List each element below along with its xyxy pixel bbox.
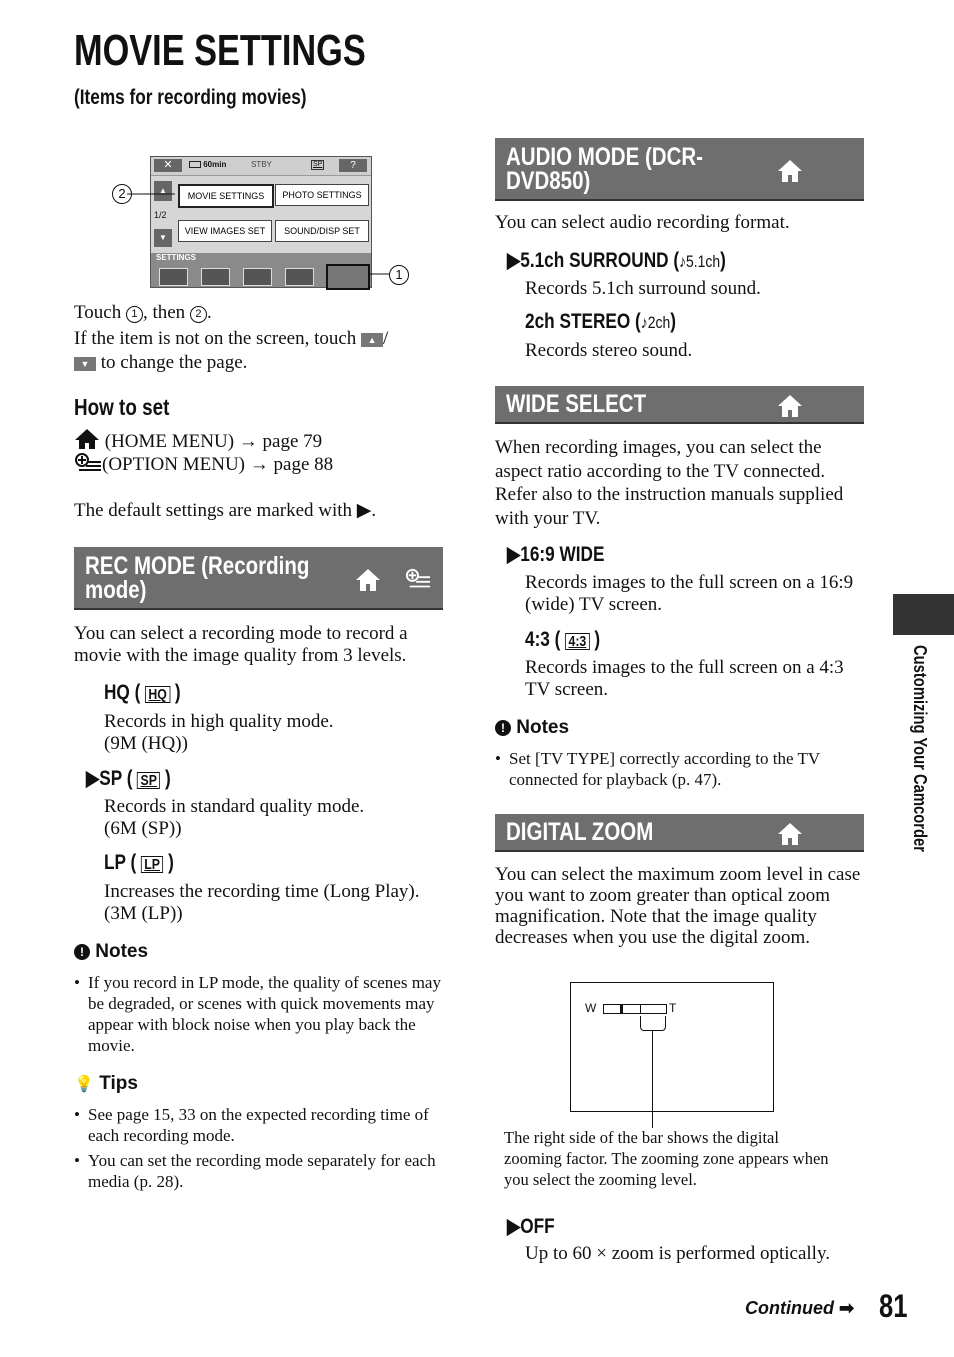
close-icon[interactable]: ✕ bbox=[154, 159, 182, 172]
arrow-icon-2: → bbox=[249, 454, 269, 475]
notes-icon: ! bbox=[495, 720, 511, 736]
rec-mode-intro: You can select a recording mode to record a movie with the image quality from 3 levels. bbox=[74, 623, 408, 666]
wide-desc: Records images to the full screen on a 16:9 (wide) TV screen. bbox=[525, 572, 854, 615]
stereo-icon: ♪2ch bbox=[640, 313, 671, 332]
zoom-bar bbox=[603, 1004, 667, 1014]
page-down-icon: ▼ bbox=[74, 357, 96, 371]
touch-instruction: Touch 1 , then 2 . bbox=[74, 302, 212, 323]
battery-indicator bbox=[189, 160, 226, 169]
battery-icon bbox=[189, 161, 201, 168]
rec-mode-header bbox=[74, 547, 443, 610]
off-desc: Up to 60 × zoom is performed optically. bbox=[525, 1243, 830, 1264]
hq-option-heading: HQ ( HQ ) bbox=[104, 681, 181, 704]
zoom-screen-illustration bbox=[570, 982, 774, 1112]
default-marker-icon: ▶ bbox=[86, 767, 100, 790]
audio-intro: You can select audio recording format. bbox=[495, 212, 790, 233]
home-icon bbox=[777, 158, 803, 184]
zoom-intro: You can select the maximum zoom level in case you want to zoom greater than optical zoom magnification. Note that the image quality decreases when you use the digital zoom. bbox=[495, 864, 861, 948]
list-item: • You can set the recording mode separately for each media (p. 28). bbox=[74, 1150, 444, 1192]
tips-list bbox=[74, 1104, 444, 1192]
zoom-t-label: T bbox=[669, 1001, 677, 1015]
page-up-icon: ▲ bbox=[361, 333, 383, 347]
change-page-instruction: If the item is not on the screen, touch ▲ / ▼ to change the page. bbox=[74, 328, 389, 373]
option-icon bbox=[74, 452, 102, 474]
lp-desc: Increases the recording time (Long Play). (3M (LP)) bbox=[104, 881, 420, 924]
sidebar-label: Customizing Your Camcorder bbox=[910, 645, 930, 852]
how-to-set-heading: How to set bbox=[74, 394, 170, 420]
list-item: • See page 15, 33 on the expected recording time of each recording mode. bbox=[74, 1104, 444, 1146]
lcd-callouts bbox=[105, 180, 415, 290]
page-indicator: 1/2 bbox=[154, 210, 167, 220]
default-note: The default settings are marked with ▶. bbox=[74, 500, 377, 521]
page-up-button[interactable]: ▲ bbox=[154, 181, 172, 201]
surround-desc: Records 5.1ch surround sound. bbox=[525, 278, 761, 299]
surround-option-heading: ▶5.1ch SURROUND (♪5.1ch) bbox=[507, 249, 726, 272]
tips-heading: 💡 Tips bbox=[74, 1073, 138, 1094]
home-icon bbox=[777, 393, 803, 419]
rec-notes-list bbox=[74, 972, 444, 1056]
hq-badge: HQ bbox=[145, 686, 170, 703]
lightbulb-icon: 💡 bbox=[74, 1076, 94, 1093]
stereo-option-heading: 2ch STEREO (♪2ch) bbox=[525, 310, 676, 333]
wide-select-header bbox=[495, 386, 864, 424]
page-subtitle: (Items for recording movies) bbox=[74, 86, 307, 109]
circled-1-icon: 1 bbox=[126, 306, 143, 323]
zoom-bracket bbox=[640, 1016, 666, 1031]
sp-badge: SP bbox=[137, 772, 160, 789]
sp-option-heading: ▶SP ( SP ) bbox=[86, 767, 171, 790]
rec-mode-title-2: mode) bbox=[85, 576, 147, 604]
lp-badge: LP bbox=[141, 856, 163, 873]
battery-text: 60min bbox=[203, 160, 227, 169]
std-badge: 4:3 bbox=[565, 633, 589, 650]
mode-badge: SP bbox=[313, 161, 323, 168]
list-item: • If you record in LP mode, the quality of scenes may be degraded, or scenes with quick movements may appear with block noise when you play back the movie. bbox=[74, 972, 444, 1056]
view-images-set-button[interactable]: VIEW IMAGES SET bbox=[178, 220, 272, 242]
rec-mode-title-1: REC MODE (Recording bbox=[85, 552, 310, 580]
off-option-heading: ▶OFF bbox=[507, 1215, 555, 1238]
digital-zoom-header bbox=[495, 814, 864, 852]
stereo-desc: Records stereo sound. bbox=[525, 340, 693, 361]
option-menu-line: (OPTION MENU) → page 88 bbox=[74, 452, 333, 476]
notes-icon: ! bbox=[74, 944, 90, 960]
default-marker-icon: ▶ bbox=[507, 249, 521, 272]
surround-icon: ♪5.1ch bbox=[679, 252, 721, 271]
page-down-button[interactable]: ▼ bbox=[154, 229, 172, 247]
zoom-bar-divider bbox=[640, 1005, 641, 1013]
help-button[interactable]: ? bbox=[339, 159, 367, 172]
arrow-icon: → bbox=[238, 431, 258, 452]
audio-mode-title-1: AUDIO MODE (DCR- bbox=[506, 143, 704, 171]
lp-option-heading: LP ( LP ) bbox=[104, 851, 174, 874]
audio-mode-header bbox=[495, 138, 864, 201]
zoom-caption: The right side of the bar shows the digital zooming factor. The zooming zone appears when you select the zooming level. bbox=[504, 1128, 829, 1189]
page-title: MOVIE SETTINGS bbox=[74, 26, 366, 75]
std-option-heading: 4:3 ( 4:3 ) bbox=[525, 628, 601, 651]
circled-2-icon: 2 bbox=[190, 306, 207, 323]
wide-select-title: WIDE SELECT bbox=[506, 390, 647, 418]
continued-label: Continued ➡ bbox=[745, 1298, 855, 1318]
home-menu-line: (HOME MENU) → page 79 bbox=[74, 428, 322, 453]
callout-2: 2 bbox=[112, 184, 132, 204]
photo-settings-button[interactable]: PHOTO SETTINGS bbox=[275, 184, 369, 206]
default-marker-icon: ▶ bbox=[507, 543, 521, 566]
callout-1: 1 bbox=[389, 265, 409, 285]
zoom-callout-line bbox=[652, 1030, 653, 1128]
wide-option-heading: ▶16:9 WIDE bbox=[507, 543, 605, 566]
std-desc: Records images to the full screen on a 4:3 TV screen. bbox=[525, 657, 844, 700]
home-icon bbox=[777, 821, 803, 847]
arrow-right-icon: ➡ bbox=[839, 1298, 855, 1318]
wide-intro: When recording images, you can select the aspect ratio according to the TV connected. Refer also to the instruction manuals supplied with your TV. bbox=[495, 437, 844, 529]
sp-desc: Records in standard quality mode. (6M (SP)) bbox=[104, 796, 365, 839]
sound-disp-set-button[interactable]: SOUND/DISP SET bbox=[275, 220, 369, 242]
default-marker-icon: ▶ bbox=[507, 1215, 521, 1238]
zoom-w-label: W bbox=[585, 1001, 597, 1015]
rec-notes-heading: ! Notes bbox=[74, 941, 148, 963]
lcd-top-bar bbox=[151, 157, 371, 176]
wide-notes-list bbox=[495, 748, 860, 790]
side-tab-block bbox=[893, 594, 954, 635]
home-icon bbox=[355, 567, 381, 593]
page-number: 81 bbox=[879, 1288, 908, 1324]
home-icon bbox=[74, 428, 100, 450]
wide-notes-heading: ! Notes bbox=[495, 717, 569, 739]
list-item: • Set [TV TYPE] correctly according to the TV connected for playback (p. 47). bbox=[495, 748, 860, 790]
status-text: STBY bbox=[251, 160, 272, 169]
movie-settings-button[interactable]: MOVIE SETTINGS bbox=[178, 184, 274, 208]
hq-desc: Records in high quality mode. (9M (HQ)) bbox=[104, 711, 334, 754]
option-menu-icon bbox=[405, 567, 431, 593]
zoom-bar-fill bbox=[604, 1005, 623, 1013]
settings-label: SETTINGS bbox=[156, 253, 197, 262]
audio-mode-title-2: DVD850) bbox=[506, 167, 591, 195]
digital-zoom-title: DIGITAL ZOOM bbox=[506, 818, 654, 846]
